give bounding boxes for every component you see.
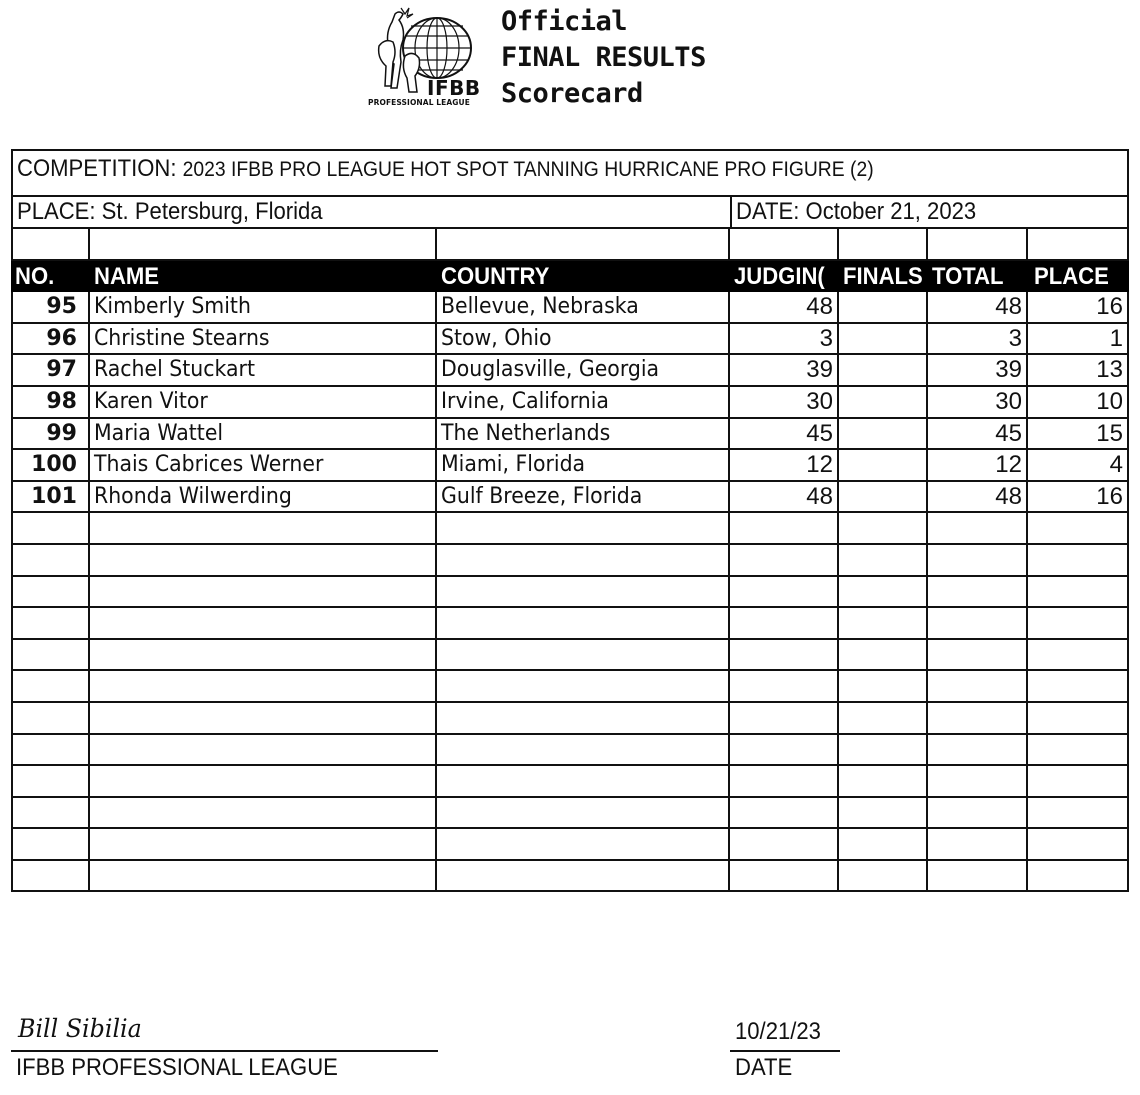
empty-cell xyxy=(928,608,1028,638)
signature: Bill Sibilia xyxy=(18,1014,142,1043)
empty-cell xyxy=(90,703,437,733)
ifbb-logo xyxy=(365,6,493,106)
competitor-name: Maria Wattel xyxy=(90,419,437,449)
date-cell xyxy=(730,195,977,227)
empty-cell xyxy=(928,798,1028,828)
signed-date: 10/21/23 xyxy=(735,1018,821,1045)
empty-cell xyxy=(730,829,839,859)
page-title xyxy=(501,4,706,112)
empty-cell xyxy=(11,577,90,607)
empty-cell xyxy=(928,766,1028,796)
judging-score: 39 xyxy=(730,355,839,385)
empty-cell xyxy=(90,861,437,891)
competition-name: 2023 IFBB PRO LEAGUE HOT SPOT TANNING HURRICANE PRO FIGURE (2) xyxy=(182,158,874,181)
empty-table-row xyxy=(11,798,1129,830)
logo-subtitle: PROFESSIONAL LEAGUE xyxy=(368,98,470,107)
empty-cell xyxy=(90,640,437,670)
total-score: 30 xyxy=(928,387,1028,417)
signature-line xyxy=(11,1050,438,1052)
title-line-scorecard: Scorecard xyxy=(501,78,643,109)
empty-cell xyxy=(11,671,90,701)
empty-cell xyxy=(1028,577,1129,607)
empty-table-row xyxy=(11,513,1129,545)
empty-cell xyxy=(730,766,839,796)
final-place: 16 xyxy=(1028,292,1129,322)
empty-cell xyxy=(928,640,1028,670)
empty-cell xyxy=(839,829,928,859)
empty-cell xyxy=(437,703,730,733)
empty-table-row xyxy=(11,829,1129,861)
place-date-row xyxy=(11,195,1129,229)
empty-cell xyxy=(839,766,928,796)
empty-cell xyxy=(90,735,437,765)
empty-cell xyxy=(90,766,437,796)
empty-cell xyxy=(928,829,1028,859)
column-header-no: NO. xyxy=(15,262,55,290)
empty-table-row xyxy=(11,608,1129,640)
finals-score xyxy=(839,450,928,480)
finals-score xyxy=(839,387,928,417)
empty-cell xyxy=(90,798,437,828)
competition-label: COMPETITION: xyxy=(17,155,177,182)
empty-cell xyxy=(839,671,928,701)
empty-cell xyxy=(11,766,90,796)
table-row xyxy=(11,292,1129,324)
empty-cell xyxy=(90,829,437,859)
empty-cell xyxy=(730,640,839,670)
empty-cell xyxy=(730,545,839,575)
date-caption: DATE xyxy=(735,1054,793,1081)
empty-cell xyxy=(90,545,437,575)
empty-cell xyxy=(730,577,839,607)
column-header-place: PLACE xyxy=(1034,262,1109,290)
empty-cell xyxy=(1028,735,1129,765)
table-row xyxy=(11,387,1129,419)
empty-cell xyxy=(90,608,437,638)
total-score: 48 xyxy=(928,292,1028,322)
total-score: 12 xyxy=(928,450,1028,480)
date-line xyxy=(730,1050,840,1052)
final-place: 1 xyxy=(1028,324,1129,354)
empty-table-row xyxy=(11,577,1129,609)
place-value: St. Petersburg, Florida xyxy=(101,198,323,225)
empty-cell xyxy=(839,735,928,765)
empty-cell xyxy=(730,861,839,891)
empty-cell xyxy=(839,640,928,670)
empty-cell xyxy=(11,735,90,765)
competition-row xyxy=(11,149,1129,197)
table-row xyxy=(11,450,1129,482)
column-header-country: COUNTRY xyxy=(441,262,550,290)
competitor-number: 99 xyxy=(11,419,90,449)
empty-table-row xyxy=(11,545,1129,577)
empty-cell xyxy=(1028,829,1129,859)
total-score: 3 xyxy=(928,324,1028,354)
empty-cell xyxy=(11,513,90,543)
final-place: 16 xyxy=(1028,482,1129,512)
empty-cell xyxy=(928,577,1028,607)
spacer-row xyxy=(11,229,1129,261)
table-header-row xyxy=(11,261,1129,293)
competitor-number: 101 xyxy=(11,482,90,512)
final-place: 10 xyxy=(1028,387,1129,417)
empty-cell xyxy=(1028,545,1129,575)
table-row xyxy=(11,355,1129,387)
empty-cell xyxy=(11,861,90,891)
empty-cell xyxy=(928,513,1028,543)
judging-score: 48 xyxy=(730,482,839,512)
empty-cell xyxy=(1028,766,1129,796)
empty-cell xyxy=(437,861,730,891)
total-score: 39 xyxy=(928,355,1028,385)
date-label: DATE: xyxy=(736,198,800,225)
empty-cell xyxy=(11,798,90,828)
place-label: PLACE: xyxy=(17,198,96,225)
empty-cell xyxy=(730,608,839,638)
column-header-total: TOTAL xyxy=(932,262,1004,290)
scorecard-header xyxy=(365,4,745,108)
competitor-name: Rachel Stuckart xyxy=(90,355,437,385)
finals-score xyxy=(839,292,928,322)
column-header-judging: JUDGIN( xyxy=(734,262,825,290)
empty-cell xyxy=(1028,608,1129,638)
empty-cell xyxy=(730,513,839,543)
judging-score: 48 xyxy=(730,292,839,322)
total-score: 45 xyxy=(928,419,1028,449)
competitor-country: Stow, Ohio xyxy=(437,324,730,354)
empty-cell xyxy=(11,608,90,638)
empty-cell xyxy=(1028,861,1129,891)
competitor-country: Gulf Breeze, Florida xyxy=(437,482,730,512)
finals-score xyxy=(839,355,928,385)
judging-score: 3 xyxy=(730,324,839,354)
competitor-name: Thais Cabrices Werner xyxy=(90,450,437,480)
judging-score: 45 xyxy=(730,419,839,449)
empty-cell xyxy=(730,671,839,701)
empty-cell xyxy=(437,735,730,765)
empty-cell xyxy=(437,545,730,575)
empty-cell xyxy=(11,703,90,733)
empty-cell xyxy=(839,577,928,607)
empty-cell xyxy=(1028,640,1129,670)
column-header-finals: FINALS xyxy=(843,262,923,290)
empty-cell xyxy=(1028,703,1129,733)
competitor-number: 97 xyxy=(11,355,90,385)
empty-table-row xyxy=(11,671,1129,703)
finals-score xyxy=(839,324,928,354)
competitor-name: Rhonda Wilwerding xyxy=(90,482,437,512)
empty-cell xyxy=(437,608,730,638)
empty-cell xyxy=(437,671,730,701)
empty-table-row xyxy=(11,703,1129,735)
final-place: 13 xyxy=(1028,355,1129,385)
empty-cell xyxy=(437,513,730,543)
empty-cell xyxy=(839,513,928,543)
competitor-country: Bellevue, Nebraska xyxy=(437,292,730,322)
empty-table-row xyxy=(11,766,1129,798)
logo-wordmark: IFBB xyxy=(427,76,481,100)
empty-cell xyxy=(928,735,1028,765)
final-place: 4 xyxy=(1028,450,1129,480)
empty-cell xyxy=(928,861,1028,891)
results-table xyxy=(11,229,1129,892)
empty-cell xyxy=(839,608,928,638)
competitor-number: 100 xyxy=(11,450,90,480)
empty-cell xyxy=(730,703,839,733)
empty-cell xyxy=(437,829,730,859)
competitor-country: Douglasville, Georgia xyxy=(437,355,730,385)
empty-table-row xyxy=(11,640,1129,672)
empty-cell xyxy=(90,513,437,543)
empty-rows xyxy=(11,513,1129,892)
title-line-final-results: FINAL RESULTS xyxy=(501,42,706,73)
empty-cell xyxy=(928,671,1028,701)
empty-cell xyxy=(437,640,730,670)
judging-score: 30 xyxy=(730,387,839,417)
empty-cell xyxy=(90,577,437,607)
empty-cell xyxy=(90,671,437,701)
empty-table-row xyxy=(11,735,1129,767)
empty-cell xyxy=(1028,671,1129,701)
empty-cell xyxy=(839,703,928,733)
empty-cell xyxy=(11,545,90,575)
competitor-number: 98 xyxy=(11,387,90,417)
empty-cell xyxy=(437,766,730,796)
empty-cell xyxy=(1028,798,1129,828)
finals-score xyxy=(839,419,928,449)
competitor-country: Miami, Florida xyxy=(437,450,730,480)
date-value: October 21, 2023 xyxy=(805,198,977,225)
competitor-name: Kimberly Smith xyxy=(90,292,437,322)
final-place: 15 xyxy=(1028,419,1129,449)
empty-cell xyxy=(437,798,730,828)
signature-organization: IFBB PROFESSIONAL LEAGUE xyxy=(16,1054,338,1081)
empty-cell xyxy=(928,545,1028,575)
title-line-official: Official xyxy=(501,6,628,37)
empty-cell xyxy=(11,829,90,859)
empty-cell xyxy=(730,798,839,828)
column-header-name: NAME xyxy=(94,262,160,290)
competitor-country: The Netherlands xyxy=(437,419,730,449)
table-row xyxy=(11,419,1129,451)
empty-cell xyxy=(839,545,928,575)
competitor-country: Irvine, California xyxy=(437,387,730,417)
table-row xyxy=(11,324,1129,356)
empty-cell xyxy=(839,861,928,891)
empty-cell xyxy=(730,735,839,765)
total-score: 48 xyxy=(928,482,1028,512)
empty-cell xyxy=(928,703,1028,733)
empty-cell xyxy=(839,798,928,828)
judging-score: 12 xyxy=(730,450,839,480)
competitor-name: Christine Stearns xyxy=(90,324,437,354)
competitor-name: Karen Vitor xyxy=(90,387,437,417)
table-body xyxy=(11,292,1129,513)
empty-cell xyxy=(11,640,90,670)
finals-score xyxy=(839,482,928,512)
competitor-number: 95 xyxy=(11,292,90,322)
empty-table-row xyxy=(11,861,1129,893)
empty-cell xyxy=(1028,513,1129,543)
empty-cell xyxy=(437,577,730,607)
competitor-number: 96 xyxy=(11,324,90,354)
table-row xyxy=(11,482,1129,514)
